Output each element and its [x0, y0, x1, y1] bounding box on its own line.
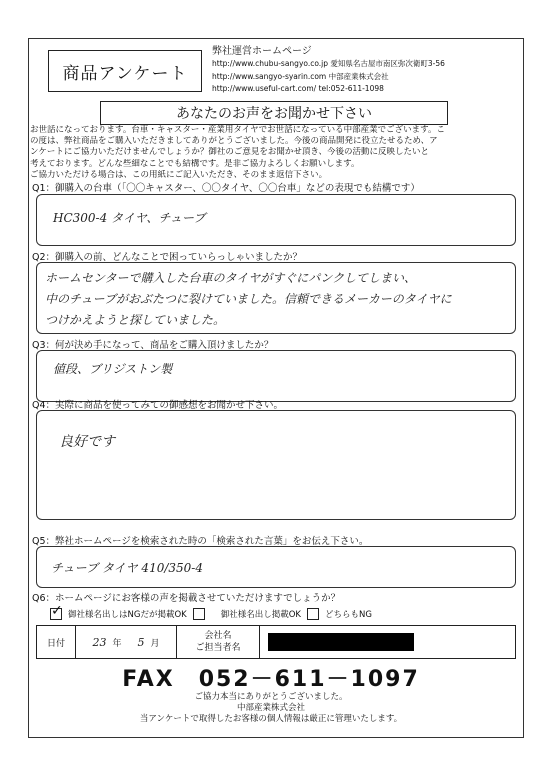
- q1-answer-box[interactable]: [36, 194, 516, 246]
- q6-option-2-checkbox[interactable]: [193, 608, 205, 620]
- date-year-unit: 年: [112, 638, 122, 649]
- date-year: 23: [92, 635, 107, 649]
- intro-line-4: 考えております。どんな些細なことでも結構です。是非ご協力よろしくお願いします。: [30, 158, 360, 169]
- q5-answer-box[interactable]: [36, 546, 516, 588]
- company-field[interactable]: [260, 626, 515, 658]
- company-label-line-2: ご担当者名: [195, 643, 241, 653]
- intro-text: [30, 125, 518, 181]
- company-label: [177, 626, 260, 658]
- q4-answer: 良好です: [59, 434, 115, 450]
- homepage-line-2: http://www.sangyo-syarin.com 中部産業株式会社: [212, 72, 389, 81]
- q6-option-3-label: どちらもNG: [324, 610, 372, 620]
- date-field[interactable]: [76, 626, 177, 658]
- company-name-footer: 中部産業株式会社: [236, 703, 305, 713]
- date-month: 5: [137, 635, 145, 649]
- q2-answer-line-3: つけかえようと探していました。: [45, 313, 226, 327]
- q1-label: Q1：御購入の台車（「〇〇キャスター、〇〇タイヤ、〇〇台車」などの表現でも結構です）: [32, 183, 420, 194]
- date-month-unit: 月: [150, 638, 160, 649]
- homepage-line-3: http://www.useful-cart.com/ tel:052-611-1098: [212, 84, 384, 93]
- redacted-block: [268, 633, 414, 651]
- privacy-note: 当アンケートで取得したお客様の個人情報は厳正に管理いたします。: [139, 714, 403, 724]
- q6-label: Q6：ホームページにお客様の声を掲載させていただけますでしょうか？: [32, 593, 341, 604]
- q2-label: Q2：御購入の前、どんなことで困っていらっしゃいましたか？: [32, 252, 303, 263]
- q5-answer: チューブ タイヤ 410/350-4: [51, 561, 203, 575]
- q6-option-1-label: 御社様名出しはNGだが掲載OK: [68, 610, 187, 620]
- voice-banner: あなたのお声をお聞かせ下さい: [100, 101, 448, 125]
- q1-answer: HC300-4 タイヤ、チューブ: [53, 211, 206, 225]
- thanks-line: ご協力本当にありがとうございました。: [194, 692, 348, 702]
- q6-option-3-checkbox[interactable]: [307, 608, 319, 620]
- survey-title: 商品アンケート: [48, 50, 202, 92]
- date-company-row: [36, 625, 516, 659]
- company-label-line-1: 会社名: [204, 631, 232, 641]
- q4-answer-box[interactable]: [36, 410, 516, 520]
- q2-answer-line-2: 中のチューブがおぶたつに裂けていました。信頼できるメーカーのタイヤに: [45, 292, 452, 306]
- q3-label: Q3：何が決め手になって、商品をご購入頂けましたか？: [32, 340, 274, 351]
- intro-line-5: ご協力いただける場合は、この用紙にご記入いただき、そのまま返信下さい。: [30, 169, 328, 180]
- check-icon: ✓: [51, 603, 63, 619]
- q2-answer-box[interactable]: [36, 262, 516, 334]
- q3-answer: 値段、ブリジストン製: [53, 362, 173, 376]
- q6-options: [36, 605, 514, 623]
- homepage-line-1: http://www.chubu-sangyo.co.jp 愛知県名古屋市南区弥次衛町3-56: [212, 59, 445, 68]
- intro-line-2: の度は、弊社商品をご購入いただきましてありがとうございました。今後の商品開発に役立たせるため、ア: [30, 136, 438, 147]
- intro-line-1: お世話になっております。台車・キャスター・産業用タイヤでお世話になっている中部産業でございます。こ: [30, 125, 445, 135]
- date-label: 日付: [37, 626, 76, 658]
- q4-label: Q4：実際に商品を使ってみての御感想をお聞かせ下さい。: [32, 400, 284, 411]
- homepage-heading: 弊社運営ホームページ: [212, 46, 312, 57]
- q2-answer-line-1: ホームセンターで購入した台車のタイヤがすぐにパンクしてしまい、: [45, 271, 417, 285]
- q5-label: Q5：弊社ホームページを検索された時の「検索された言葉」をお伝え下さい。: [32, 536, 369, 547]
- intro-line-3: ンケートにご協力いただけませんでしょうか？御社のご意見をお聞かせ頂き、今後の活動に反映したいと: [30, 147, 429, 158]
- fax-number: FAX 052－611－1097: [122, 667, 420, 692]
- q6-option-2-label: 御社様名出し掲載OK: [220, 610, 301, 620]
- q3-answer-box[interactable]: [36, 350, 516, 402]
- q6-option-1-checkbox[interactable]: [50, 603, 63, 620]
